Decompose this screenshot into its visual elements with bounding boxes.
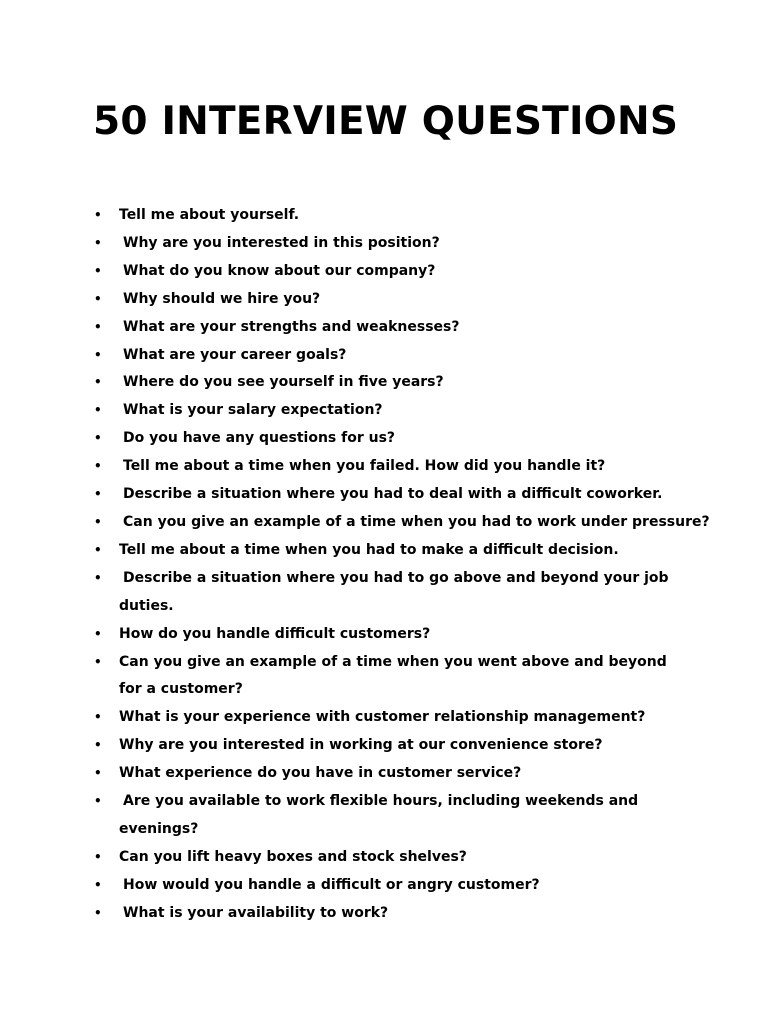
bullet-icon: • [94,208,102,222]
bullet-icon: • [94,794,102,809]
question-text: Why are you interested in working at our convenience store? [119,737,603,754]
bullet-icon: • [94,431,102,446]
bullet-icon: • [94,347,102,362]
list-item [0,342,768,370]
bullet-icon: • [94,738,102,753]
bullet-icon: • [94,905,102,920]
bullet-icon: • [94,570,102,585]
list-item [0,760,768,788]
bullet-icon: • [94,291,102,306]
list-item [0,649,679,705]
question-text: What is your salary expectation? [123,402,383,419]
question-text: Describe a situation where you had to deal with a difficult coworker. [123,486,663,503]
list-item [0,732,768,760]
bullet-icon: • [94,319,102,334]
list-item [0,397,768,425]
bullet-icon: • [94,235,102,250]
list-item [0,844,768,872]
question-text: What are your career goals? [123,346,347,363]
bullet-icon: • [94,542,102,557]
bullet-icon: • [94,263,102,278]
question-text: What are your strengths and weaknesses? [123,318,460,335]
list-item [0,453,768,481]
question-text: Where do you see yourself in five years? [123,374,444,391]
list-item [0,900,768,928]
document-title: 50 INTERVIEW QUESTIONS [93,99,679,144]
list-item [0,481,768,509]
question-text: Can you give an example of a time when you went above and beyond for a customer? [119,653,667,698]
list-item [0,704,768,732]
list-item [0,872,768,900]
question-text: Can you give an example of a time when you had to work under pressure? [123,513,710,530]
bullet-icon: • [94,403,102,418]
question-text: What do you know about our company? [123,262,436,279]
bullet-icon: • [94,654,102,669]
question-text: Do you have any questions for us? [123,430,396,447]
list-item [0,621,768,649]
question-text: What is your experience with customer relationship management? [119,709,646,726]
question-text: Why are you interested in this position? [123,234,440,251]
list-item [0,565,679,621]
question-text: What is your availability to work? [123,904,389,921]
bullet-icon: • [94,877,102,892]
question-text: Tell me about yourself. [119,207,300,223]
question-text: Tell me about a time when you had to make a difficult decision. [119,541,619,558]
bullet-icon: • [94,375,102,390]
list-item [0,788,679,844]
question-text: What experience do you have in customer service? [119,765,522,782]
question-text: Describe a situation where you had to go above and beyond your job duties. [119,569,669,614]
bullet-icon: • [94,514,102,529]
list-item [0,537,768,565]
list-item [0,425,768,453]
list-item [0,230,768,258]
question-text: Can you lift heavy boxes and stock shelves? [119,848,467,865]
question-text: How do you handle difficult customers? [119,625,431,642]
bullet-icon: • [94,459,102,474]
bullet-icon: • [94,849,102,864]
bullet-icon: • [94,626,102,641]
list-item [0,202,768,230]
question-text: Are you available to work flexible hours, including weekends and evenings? [119,793,639,837]
question-text: Tell me about a time when you failed. How did you handle it? [123,458,606,475]
bullet-icon: • [94,710,102,725]
question-text: How would you handle a difficult or angry customer? [123,876,540,893]
bullet-icon: • [94,766,102,781]
question-text: Why should we hire you? [123,290,321,307]
list-item [0,286,768,314]
list-item [0,314,768,342]
list-item [0,258,768,286]
list-item [0,369,768,397]
list-item [0,509,768,537]
bullet-icon: • [94,487,102,502]
question-list [0,202,768,928]
